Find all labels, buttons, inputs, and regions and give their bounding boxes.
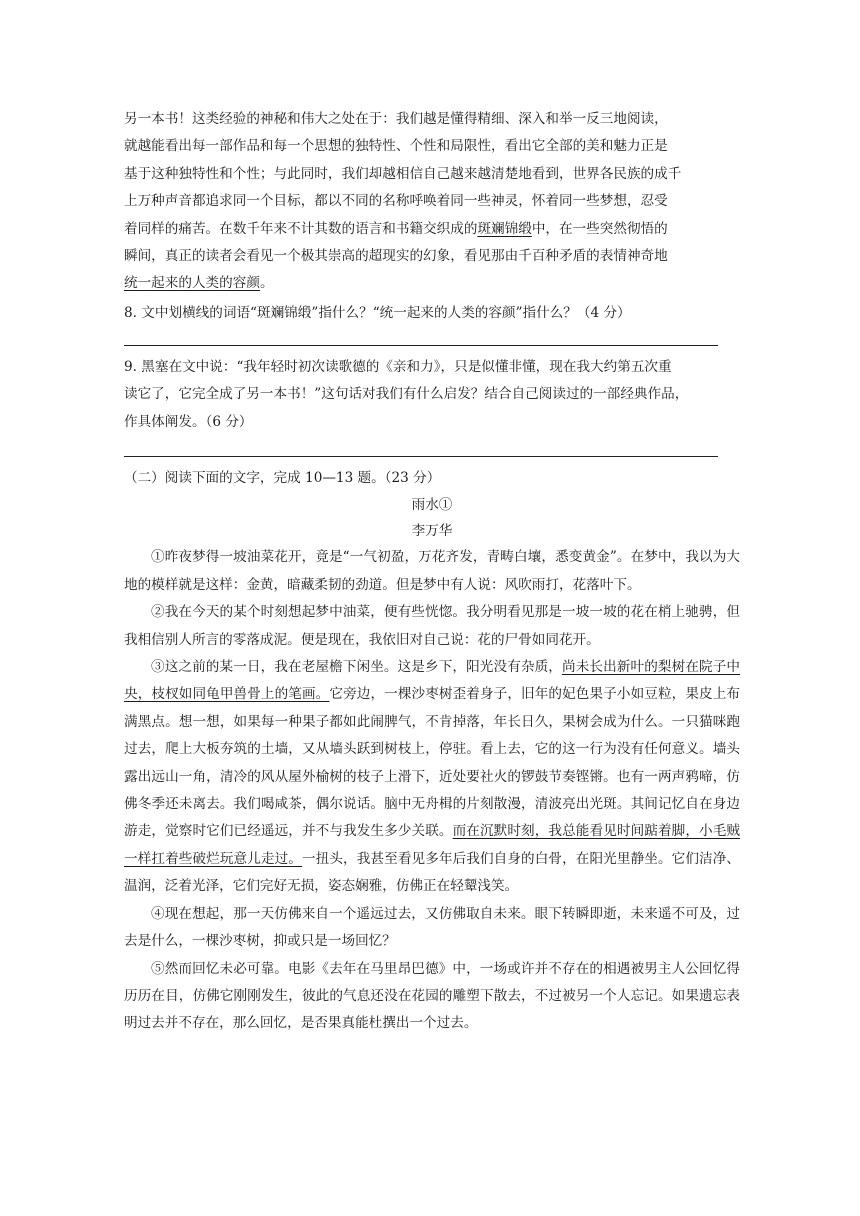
question-8: [124, 300, 740, 327]
question-9: [124, 354, 740, 436]
passage-text: 中，在一些突然彻悟的: [531, 220, 668, 237]
section-two: [124, 465, 740, 1038]
paragraph-text: ③这之前的某一日，我在老屋檐下闲坐。这是乡下，阳光没有杂质，: [151, 659, 563, 676]
underlined-phrase: 斑斓锦缎: [477, 220, 532, 237]
question-text: 作具体阐发。（6 分）: [124, 413, 253, 430]
answer-line: [124, 345, 718, 346]
passage-text: 着同样的痛苦。在数千年来不计其数的语言和书籍交织成的: [124, 220, 478, 237]
paragraph-text: 它旁边，一棵沙枣树歪着身子，旧年的妃色果子小如豆粒，果皮上布满黑点。想一想，如果每一种果子都如此闹脾气，不肯掉落，年长日久，果树会成为什么。一只猫咪跑过去，爬上大板夯筑的土墙，又从墙头跃到树枝上，停驻。看上去，它的这一行为没有任何意义。墙头露出远山一角，清冷的风从屋外榆树的枝子上滑下，近处要社火的锣鼓节奏铿锵。也有一两声鸦啼，仿佛冬季还未离去。我们喝咸茶，偶尔说话。脑中无舟楫的片刻散漫，清波亮出光斑。其间记忆自在身边游走，觉察时它们已经遥远，并不与我发生多少关联。: [124, 686, 741, 840]
passage-line: [124, 216, 740, 243]
passage-line: 上万种声音都追求同一个目标，都以不同的名称呼唤着同一些神灵，怀着同一些梦想，忍受: [124, 193, 668, 210]
article-title: 雨水①: [411, 497, 453, 514]
underlined-sentence: 而在沉默时刻，我总能看见时间踮着脚，小毛贼一样扛着些破烂玩意儿走过。: [124, 823, 741, 867]
paragraph-text: 一扭头，我甚至看见多年后我们自身的白骨，在阳光里静坐。它们洁净、温润，泛着光泽，它们完好无损，姿态娴雅，仿佛正在轻颦浅笑。: [124, 850, 740, 895]
article-author: 李万华: [411, 523, 453, 540]
passage-line: 基于这种独特性和个性；与此同时，我们却越相信自己越来越清楚地看到，世界各民族的成千: [124, 165, 682, 182]
paragraph-1: ①昨夜梦得一坡油菜花开，竟是“一气初盈，万花齐发，青畴白壤，悉变黄金”。在梦中，我以为大地的模样就是这样：金黄，暗藏柔韧的劲道。但是梦中有人说：风吹雨打，花落叶下。: [124, 549, 740, 593]
passage-line: [124, 270, 740, 297]
paragraph-5: ⑤然而回忆未必可靠。电影《去年在马里昂巴德》中，一场或许并不存在的相遇被男主人公回忆得历历在目，仿佛它刚刚发生，彼此的气息还没在花园的雕塑下散去，不过被另一个人忘记。如果遗忘表明过去并不存在，那么回忆，是否果真能杜撰出一个过去。: [124, 960, 740, 1032]
question-text: 8. 文中划横线的词语“斑斓锦缎”指什么？“统一起来的人类的容颜”指什么？（4 分）: [124, 305, 631, 321]
question-text: 9. 黑塞在文中说：“我年轻时初次读歌德的《亲和力》，只是似懂非懂，现在我大约第五次重: [124, 359, 672, 375]
paragraph-4: ④现在想起，那一天仿佛来自一个遥远过去，又仿佛取自未来。眼下转瞬即逝，未来遥不可及，过去是什么，一棵沙枣树，抑或只是一场回忆？: [124, 905, 740, 950]
passage-line: 瞬间，真正的读者会看见一个极其崇高的超现实的幻象，看见那由千百种矛盾的表情神奇地: [124, 248, 668, 265]
question-text: 读它了，它完全成了另一本书！”这句话对我们有什么启发？结合自己阅读过的一部经典作品，: [124, 386, 689, 403]
passage-line: 另一本书！这类经验的神秘和伟大之处在于：我们越是懂得精细、深入和举一反三地阅读，: [124, 111, 668, 127]
paragraph-3: [124, 654, 740, 901]
answer-line: [124, 456, 718, 457]
paragraph-2: ②我在今天的某个时刻想起梦中油菜，便有些恍惚。我分明看见那是一坡一坡的花在梢上驰骋，但我相信别人所言的零落成泥。便是现在，我依旧对自己说：花的尸骨如同花开。: [124, 604, 740, 648]
underlined-phrase: 统一起来的人类的容颜: [124, 275, 260, 292]
underlined-sentence: 尚未长出新叶的梨树在院子中央，枝杈如同龟甲兽骨上的笔画。: [124, 659, 741, 703]
passage-text: 。: [259, 275, 274, 292]
passage-line: 就越能看出每一部作品和每一个思想的独特性、个性和局限性，看出它全部的美和魅力正是: [124, 138, 668, 155]
passage-one-tail: [124, 106, 740, 298]
section-header: （二）阅读下面的文字，完成 10—13 题。（23 分）: [124, 470, 441, 486]
